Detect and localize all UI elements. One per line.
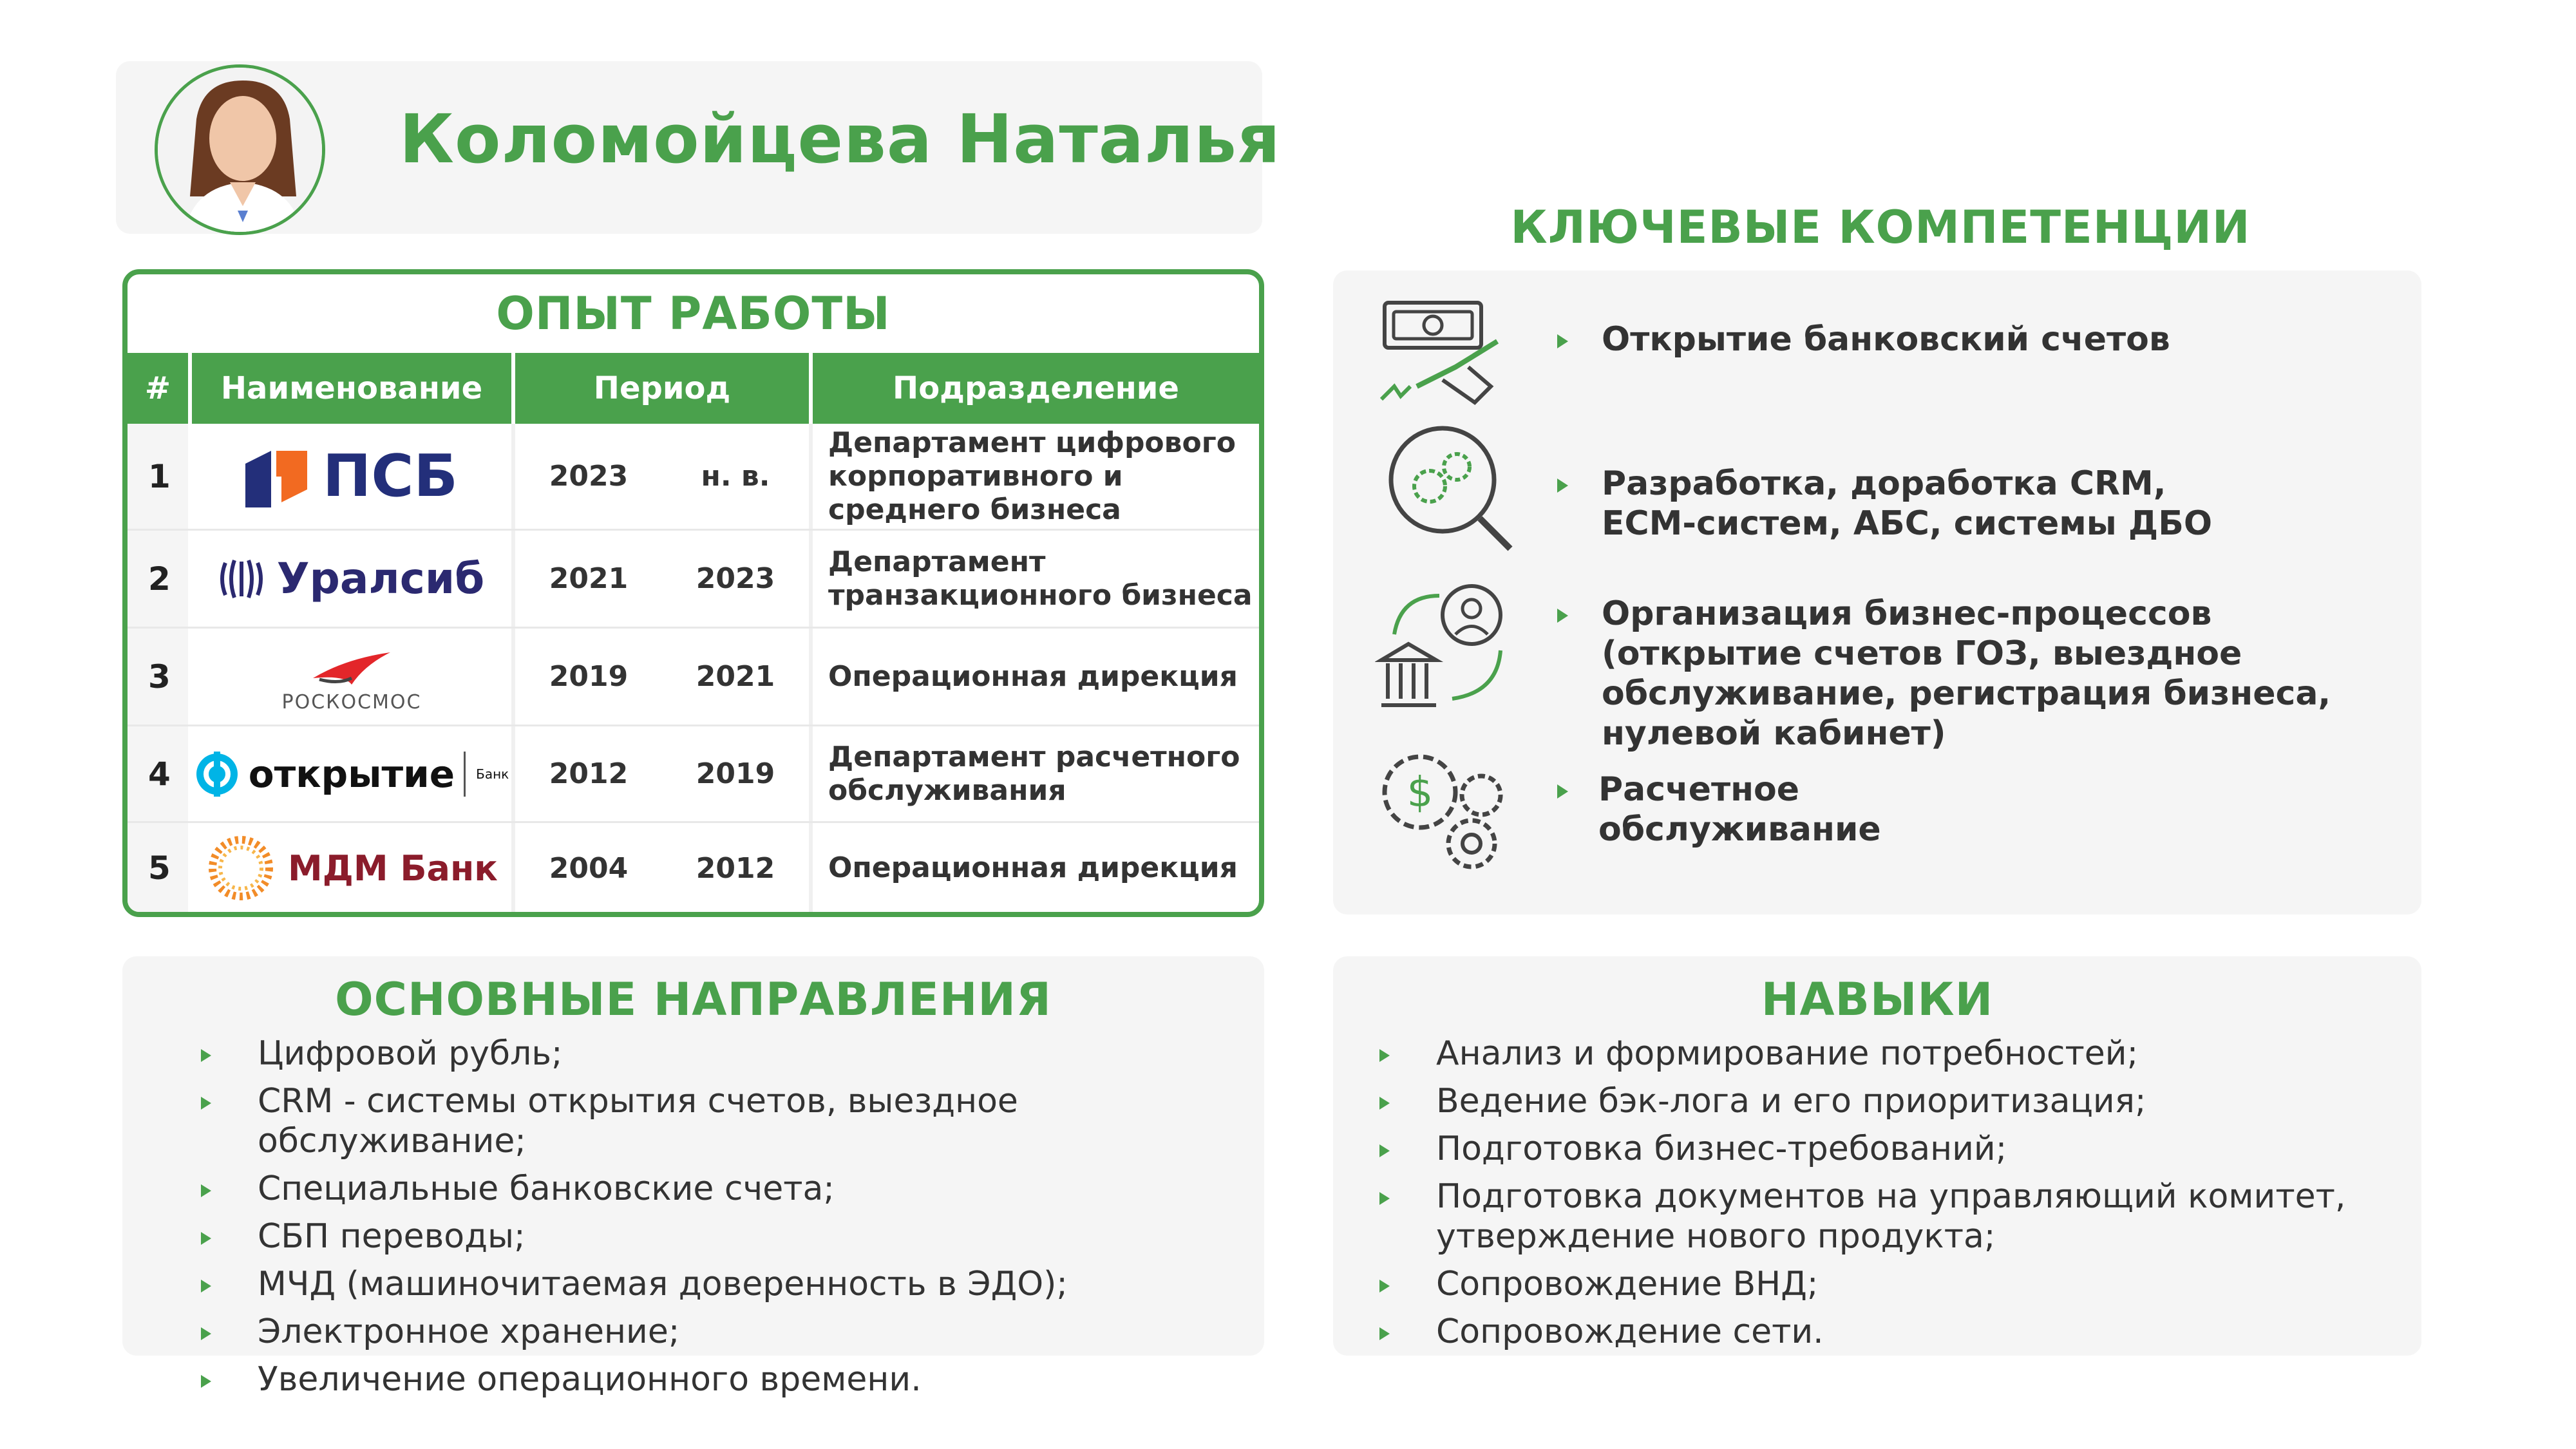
- period-from: 2023: [549, 460, 629, 493]
- person-name: Коломойцева Наталья: [399, 100, 1281, 178]
- period-from: 2019: [549, 660, 629, 693]
- list-item: Цифровой рубль;: [193, 1034, 1249, 1074]
- company-name: ПСБ: [323, 442, 458, 510]
- department: Операционная дирекция: [828, 659, 1238, 693]
- company-logo-uralsib: [192, 531, 515, 627]
- bank-person-icon: [1375, 583, 1517, 712]
- table-row: [128, 726, 1259, 823]
- company-logo-otkritie: [192, 726, 515, 821]
- department: Департамент транзакционного бизнеса: [828, 545, 1253, 612]
- list-item: Специальные банковские счета;: [193, 1169, 1249, 1209]
- psb-logo-icon: [245, 446, 307, 507]
- avatar: [155, 64, 325, 235]
- period-from: 2012: [549, 757, 629, 790]
- period: [515, 531, 813, 627]
- skills-panel: [1333, 956, 2421, 1356]
- company-name: Уралсиб: [276, 554, 485, 603]
- table-row: [128, 629, 1259, 726]
- company-name: МДМ Банк: [288, 848, 498, 889]
- skills-list: [1372, 1034, 2376, 1359]
- period: [515, 629, 813, 724]
- period-from: 2021: [549, 562, 629, 595]
- gears-search-icon: [1385, 422, 1520, 557]
- row-number: 1: [128, 424, 192, 529]
- list-item: Сопровождение ВНД;: [1372, 1264, 2376, 1304]
- period-to: 2023: [696, 562, 775, 595]
- dollar-gears-icon: [1375, 747, 1517, 876]
- experience-table: [122, 269, 1264, 917]
- row-number: 3: [128, 629, 192, 724]
- experience-title: ОПЫТ РАБОТЫ: [496, 287, 891, 340]
- list-item: Подготовка бизнес-требований;: [1372, 1129, 2376, 1169]
- row-number: 5: [128, 823, 192, 913]
- period-to: 2019: [696, 757, 775, 790]
- list-item: Подготовка документов на управляющий комитет, утверждение нового продукта;: [1372, 1177, 2376, 1256]
- list-item: Анализ и формирование потребностей;: [1372, 1034, 2376, 1074]
- header-period: Период: [515, 353, 813, 424]
- table-row: [128, 531, 1259, 629]
- list-item: CRM - системы открытия счетов, выездное обслуживание;: [193, 1081, 1249, 1161]
- list-item: Сопровождение сети.: [1372, 1312, 2376, 1352]
- company-name: РОСКОСМОС: [281, 691, 422, 714]
- money-sign-icon: [1378, 290, 1513, 412]
- list-item: Электронное хранение;: [193, 1312, 1249, 1352]
- bullet-icon: [1557, 478, 1568, 493]
- period: [515, 726, 813, 821]
- competencies-title: КЛЮЧЕВЫЕ КОМПЕТЕНЦИИ: [1510, 201, 2251, 254]
- list-item: СБП переводы;: [193, 1217, 1249, 1256]
- table-header: [128, 353, 1259, 424]
- department: Операционная дирекция: [828, 851, 1238, 884]
- period-from: 2004: [549, 851, 629, 885]
- row-number: 2: [128, 531, 192, 627]
- list-item: Увеличение операционного времени.: [193, 1359, 1249, 1399]
- table-row: [128, 424, 1259, 531]
- uralsib-logo-icon: [219, 556, 264, 601]
- department: Департамент цифрового корпоративного и среднего бизнеса: [828, 426, 1236, 526]
- company-logo-mdm: [192, 823, 515, 913]
- directions-list: [193, 1034, 1249, 1407]
- row-number: 4: [128, 726, 192, 821]
- mdm-logo-icon: [205, 833, 276, 904]
- period-to: 2012: [696, 851, 775, 885]
- directions-panel: [122, 956, 1264, 1399]
- skills-title: НАВЫКИ: [1761, 973, 1994, 1026]
- bullet-icon: [1557, 784, 1568, 799]
- header-number: #: [128, 353, 192, 424]
- department: Департамент расчетного обслуживания: [828, 740, 1240, 807]
- bullet-icon: [1557, 334, 1568, 348]
- directions-title: ОСНОВНЫЕ НАПРАВЛЕНИЯ: [335, 973, 1052, 1026]
- company-logo-psb: [192, 424, 515, 529]
- period-to: 2021: [696, 660, 775, 693]
- svg-text:$: $: [1406, 769, 1434, 817]
- header-department: Подразделение: [893, 370, 1179, 406]
- competency-item: Открытие банковский счетов: [1602, 320, 2170, 359]
- competency-item: Организация бизнес-процессов (открытие счетов ГОЗ, выездное обслуживание, регистрация бизнеса, нулевой кабинет): [1602, 594, 2331, 753]
- header-name: Наименование: [192, 353, 515, 424]
- list-item: МЧД (машиночитаемая доверенность в ЭДО);: [193, 1264, 1249, 1304]
- otkritie-logo-icon: [194, 752, 240, 797]
- company-name: открытие: [248, 752, 455, 796]
- period: [515, 823, 813, 913]
- period-to: н. в.: [701, 460, 770, 493]
- bullet-icon: [1557, 609, 1568, 623]
- company-logo-roscosmos: [192, 629, 515, 724]
- list-item: Ведение бэк-лога и его приоритизация;: [1372, 1081, 2376, 1121]
- company-subname: Банк: [464, 752, 509, 797]
- table-row: [128, 823, 1259, 913]
- competency-item: Разработка, доработка CRM, ECM-систем, АБС, системы ДБО: [1602, 464, 2213, 543]
- period: [515, 424, 813, 529]
- roscosmos-logo-icon: [307, 639, 397, 691]
- competency-item: Расчетное обслуживание: [1598, 770, 1881, 849]
